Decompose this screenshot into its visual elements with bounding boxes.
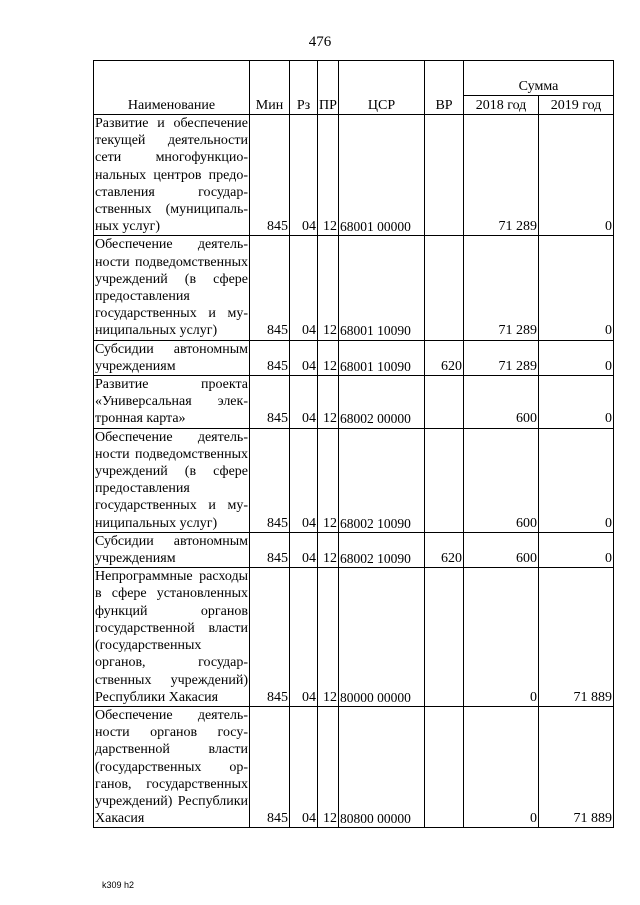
- row-sum-2019: 0: [539, 236, 614, 340]
- header-vr: ВР: [425, 61, 464, 115]
- row-sum-2018: 600: [464, 532, 539, 567]
- row-sum-2019: 0: [539, 428, 614, 532]
- row-sum-2018: 71 289: [464, 236, 539, 340]
- row-pr: 12: [318, 376, 339, 429]
- table-row: [94, 115, 614, 236]
- row-sum-2019: 71 889: [539, 568, 614, 707]
- table-row: [94, 236, 614, 340]
- row-pr: 12: [318, 115, 339, 236]
- header-csr: ЦСР: [339, 61, 425, 115]
- row-csr: 68001 00000: [339, 115, 425, 236]
- row-csr: 68001 10090: [339, 236, 425, 340]
- row-min: 845: [250, 340, 290, 375]
- header-year-2019: 2019 год: [539, 96, 614, 115]
- row-sum-2019: 0: [539, 340, 614, 375]
- table-row: [94, 428, 614, 532]
- row-vr: [425, 115, 464, 236]
- footer-code: k309 h2: [102, 880, 135, 890]
- table-row: [94, 340, 614, 375]
- row-name: Субсидии автономным учреждениям: [95, 341, 248, 374]
- row-min: 845: [250, 568, 290, 707]
- row-vr: [425, 428, 464, 532]
- row-min: 845: [250, 115, 290, 236]
- row-rz: 04: [290, 236, 318, 340]
- row-min: 845: [250, 706, 290, 827]
- row-sum-2019: 71 889: [539, 706, 614, 827]
- row-sum-2018: 71 289: [464, 115, 539, 236]
- row-min: 845: [250, 236, 290, 340]
- row-csr: 68001 10090: [339, 340, 425, 375]
- row-rz: 04: [290, 115, 318, 236]
- row-name: Обеспечение деятельности подведомственных учреждений (в сфере предоставления государственных и муниципальных услуг): [95, 237, 248, 339]
- row-csr: 68002 10090: [339, 428, 425, 532]
- header-min: Мин: [250, 61, 290, 115]
- row-csr: 80000 00000: [339, 568, 425, 707]
- row-rz: 04: [290, 340, 318, 375]
- row-csr: 68002 10090: [339, 532, 425, 567]
- row-pr: 12: [318, 706, 339, 827]
- header-year-2018: 2018 год: [464, 96, 539, 115]
- row-sum-2019: 0: [539, 532, 614, 567]
- row-name: Непрограммные расходы в сфере установленных функций органов государственной власти (государственных органов, государственных учреждений) Республики Хакасия: [95, 569, 248, 705]
- table-row: [94, 706, 614, 827]
- row-vr: 620: [425, 340, 464, 375]
- row-min: 845: [250, 376, 290, 429]
- row-name: Обеспечение деятельности органов государственной власти (государственных органов, государственных учреждений) Республики Хакасия: [95, 707, 248, 827]
- budget-table: [93, 60, 614, 828]
- row-rz: 04: [290, 428, 318, 532]
- row-sum-2019: 0: [539, 376, 614, 429]
- row-csr: 68002 00000: [339, 376, 425, 429]
- row-sum-2018: 0: [464, 706, 539, 827]
- row-rz: 04: [290, 376, 318, 429]
- table-row: [94, 376, 614, 429]
- row-name: Обеспечение деятельности подведомственных учреждений (в сфере предоставления государственных и муниципальных услуг): [95, 429, 248, 531]
- table-row: [94, 568, 614, 707]
- row-vr: [425, 376, 464, 429]
- row-vr: [425, 706, 464, 827]
- row-vr: [425, 236, 464, 340]
- row-vr: 620: [425, 532, 464, 567]
- row-min: 845: [250, 532, 290, 567]
- row-pr: 12: [318, 236, 339, 340]
- header-name: Наименование: [94, 61, 250, 115]
- row-name: Субсидии автономным учреждениям: [95, 533, 248, 567]
- row-sum-2018: 0: [464, 568, 539, 707]
- row-name: Развитие проекта «Универсальная электронная карта»: [95, 377, 248, 427]
- header-sum: Сумма: [464, 61, 614, 96]
- header-pr: ПР: [318, 61, 339, 115]
- row-name: Развитие и обеспечение текущей деятельности сети многофункциональных центров предоставления государственных (муниципальных услуг): [95, 116, 248, 235]
- row-csr: 80800 00000: [339, 706, 425, 827]
- row-sum-2018: 600: [464, 428, 539, 532]
- row-pr: 12: [318, 532, 339, 567]
- row-rz: 04: [290, 706, 318, 827]
- row-rz: 04: [290, 568, 318, 707]
- table-row: [94, 532, 614, 567]
- row-sum-2018: 71 289: [464, 340, 539, 375]
- row-pr: 12: [318, 340, 339, 375]
- row-vr: [425, 568, 464, 707]
- row-min: 845: [250, 428, 290, 532]
- row-rz: 04: [290, 532, 318, 567]
- row-pr: 12: [318, 428, 339, 532]
- page-number: 476: [308, 34, 332, 50]
- row-sum-2019: 0: [539, 115, 614, 236]
- row-pr: 12: [318, 568, 339, 707]
- row-sum-2018: 600: [464, 376, 539, 429]
- header-rz: Рз: [290, 61, 318, 115]
